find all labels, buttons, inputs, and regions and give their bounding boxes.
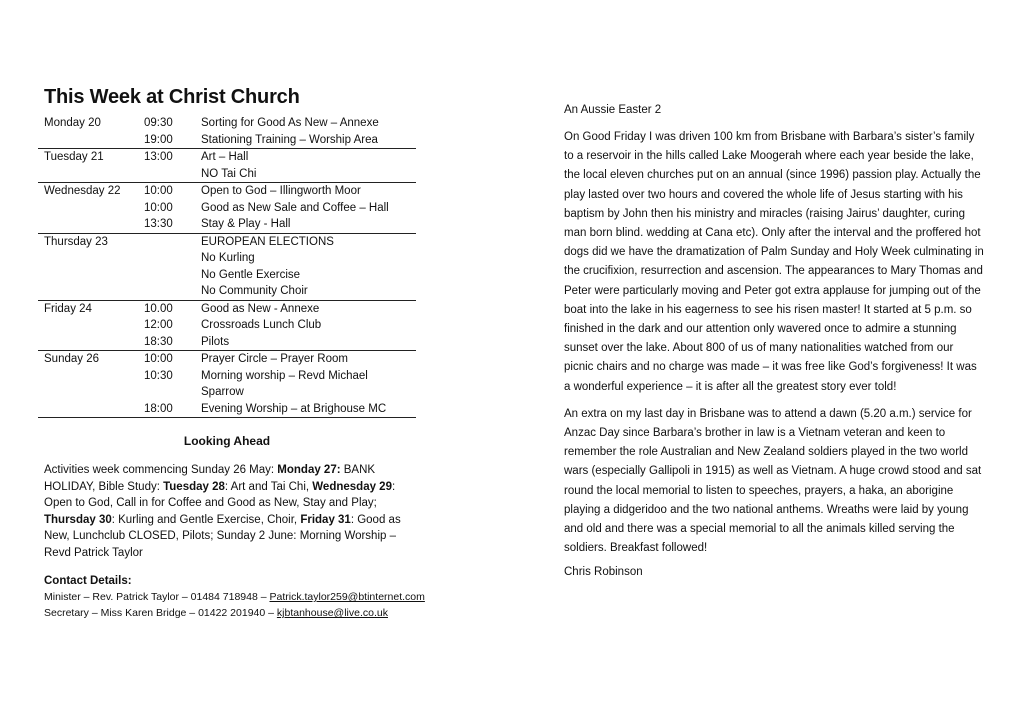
secretary-email-link[interactable]: kjbtanhouse@live.co.uk bbox=[276, 607, 388, 619]
schedule-time: 10:30 bbox=[144, 369, 173, 382]
schedule-event: Open to God – Illingworth Moor bbox=[201, 185, 361, 197]
schedule-event: No Gentle Exercise bbox=[201, 268, 301, 281]
schedule-time: 10.00 bbox=[144, 302, 173, 315]
schedule-row bbox=[38, 233, 416, 250]
page-title: This Week at Christ Church bbox=[44, 86, 300, 108]
schedule-day: Sunday 26 bbox=[44, 353, 99, 365]
schedule-event: Crossroads Lunch Club bbox=[201, 319, 322, 331]
schedule-row bbox=[38, 334, 416, 351]
schedule-row bbox=[38, 401, 416, 418]
schedule-event: NO Tai Chi bbox=[201, 166, 416, 183]
article-title: An Aussie Easter 2 bbox=[564, 104, 662, 116]
looking-ahead-text: Activities week commencing Sunday 26 May: Monday 27: BANK HOLIDAY, Bible Study: Tuesday 28: Art and Tai Chi, Wednesday 29: Open to God, Call in for Coffee and Good as New, Stay and Play; Thursday 30: Kurling and Gentle Exercise, Choir, Friday 31: Good as New, Lunchclub CLOSED, Pilots; Sunday 2 June: Morning Worship – Revd Patrick Taylor bbox=[44, 464, 401, 559]
schedule-row bbox=[38, 300, 416, 317]
schedule-time: 18:00 bbox=[144, 401, 201, 418]
schedule-day bbox=[38, 267, 144, 284]
schedule-time: 18:30 bbox=[144, 334, 201, 351]
schedule-day: Wednesday 22 bbox=[44, 185, 121, 197]
schedule-row bbox=[38, 183, 416, 200]
schedule-day: Tuesday 21 bbox=[44, 151, 104, 163]
schedule-event: Pilots bbox=[201, 334, 416, 351]
schedule-event: Sparrow bbox=[201, 386, 244, 398]
schedule-day: Friday 24 bbox=[44, 302, 92, 315]
schedule-time bbox=[144, 233, 201, 250]
schedule-row bbox=[38, 267, 416, 284]
article-column bbox=[564, 104, 984, 578]
schedule-day: Monday 20 bbox=[44, 117, 101, 129]
schedule-time: 10:00 bbox=[144, 353, 173, 365]
schedule-time: 10:00 bbox=[144, 201, 173, 214]
schedule-day bbox=[38, 200, 144, 217]
schedule-day bbox=[38, 384, 144, 401]
schedule-day bbox=[38, 368, 144, 385]
schedule-day bbox=[38, 334, 144, 351]
article-paragraph-1: On Good Friday I was driven 100 km from Brisbane with Barbara’s sister’s family to a reservoir in the hills called Lake Moogerah where each year beside the lake, the local eleven churches put on an annual (since 1996) passion play. Actually the play lasted over two hours and covered the whole life of Jesus starting with his baptism by John then his ministry and miracles (raising Jairus’ daughter, curing man born blind. wedding at Cana etc). Only after the interval and the proffered hot dogs did we have the dramatization of Palm Sunday and Holy Week culminating in the crucifixion, resurrection and ascension. The appearances to Mary Thomas and Peter were particularly moving and Peter got extra applause for jumping out of the boat into the lake in his eagerness to see his risen master! It started at 5 p.m. so finished in the dark and our attention only wavered once to admire a stunning sunset over the lake. About 800 of us of many nationalities watched from our picnic chairs and no charge was made – it was free like God’s forgiveness! It was a wonderful experience – it is after all the greatest story ever told! bbox=[564, 131, 984, 393]
schedule-time bbox=[144, 250, 201, 267]
schedule-event: Good as New Sale and Coffee – Hall bbox=[201, 201, 389, 214]
schedule-time: 13:30 bbox=[144, 216, 201, 233]
schedule-day bbox=[38, 317, 144, 334]
schedule-event: Good as New - Annexe bbox=[201, 302, 320, 315]
schedule-time: 12:00 bbox=[144, 319, 173, 331]
contact-heading: Contact Details: bbox=[44, 575, 132, 587]
left-column bbox=[38, 86, 425, 621]
looking-ahead-heading: Looking Ahead bbox=[183, 434, 271, 448]
schedule-row bbox=[38, 317, 416, 334]
article-paragraph-2: An extra on my last day in Brisbane was to attend a dawn (5.20 a.m.) service for Anzac Day since Barbara’s brother in law is a Vietnam veteran and keen to remember the role Australian and New Zealand soldiers played in the two world wars (especially Gallipoli in 1915) as well as Vietnam. A huge crowd stood and sat round the local memorial to listen to speeches, prayers, a haka, an aborigine playing a didgeridoo and the two national anthems. Wreaths were laid by young and old and there was a special memorial to all the animals killed serving the soldiers. Breakfast followed! bbox=[564, 407, 982, 555]
schedule-row bbox=[38, 115, 416, 132]
schedule-time bbox=[144, 283, 201, 300]
schedule-event: Evening Worship – at Brighouse MC bbox=[201, 401, 416, 418]
schedule-time bbox=[144, 384, 201, 401]
schedule-row bbox=[38, 149, 416, 166]
schedule-row bbox=[38, 351, 416, 368]
minister-contact: Minister – Rev. Patrick Taylor – 01484 718948 – Patrick.taylor259@btinternet.com bbox=[44, 591, 425, 603]
schedule-row bbox=[38, 166, 416, 183]
schedule-row bbox=[38, 132, 416, 149]
schedule-row bbox=[38, 384, 416, 401]
schedule-day bbox=[38, 216, 144, 233]
schedule-event: EUROPEAN ELECTIONS bbox=[201, 235, 334, 248]
schedule-event: Stay & Play - Hall bbox=[201, 216, 416, 233]
schedule-time bbox=[144, 267, 201, 284]
schedule-time: 19:00 bbox=[144, 132, 201, 149]
schedule-event: Morning worship – Revd Michael bbox=[201, 369, 368, 382]
schedule-day: Thursday 23 bbox=[44, 235, 108, 248]
schedule-time: 09:30 bbox=[144, 117, 173, 129]
schedule-row bbox=[38, 283, 416, 300]
schedule-day bbox=[38, 166, 144, 183]
schedule-time bbox=[144, 166, 201, 183]
schedule-row bbox=[38, 200, 416, 217]
schedule-time: 10:00 bbox=[144, 185, 173, 197]
schedule-row bbox=[38, 368, 416, 385]
minister-email-link[interactable]: Patrick.taylor259@btinternet.com bbox=[269, 591, 425, 603]
article-signature: Chris Robinson bbox=[564, 566, 643, 579]
schedule-event: No Community Choir bbox=[201, 283, 416, 300]
schedule-day bbox=[38, 283, 144, 300]
schedule-time: 13:00 bbox=[144, 151, 173, 163]
schedule-event: Prayer Circle – Prayer Room bbox=[201, 353, 348, 365]
schedule-day bbox=[38, 401, 144, 418]
schedule-table bbox=[38, 115, 416, 418]
schedule-row bbox=[38, 216, 416, 233]
secretary-contact: Secretary – Miss Karen Bridge – 01422 201940 – kjbtanhouse@live.co.uk bbox=[44, 607, 388, 619]
schedule-day bbox=[38, 250, 144, 267]
schedule-row bbox=[38, 250, 416, 267]
schedule-day bbox=[38, 132, 144, 149]
schedule-event: Stationing Training – Worship Area bbox=[201, 132, 416, 149]
schedule-event: Art – Hall bbox=[201, 151, 249, 163]
schedule-event: No Kurling bbox=[201, 252, 255, 264]
schedule-event: Sorting for Good As New – Annexe bbox=[201, 117, 379, 129]
